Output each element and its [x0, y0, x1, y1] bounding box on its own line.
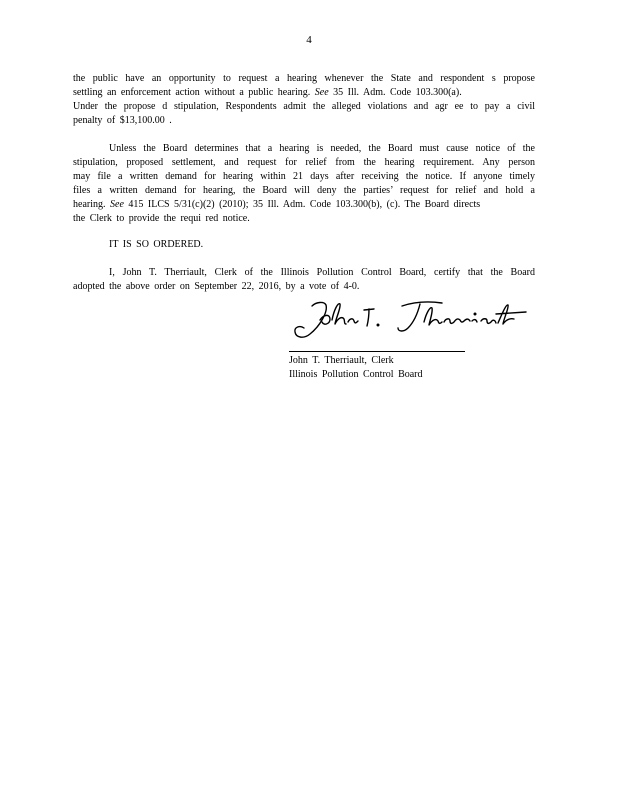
paragraph-line: the public have an opportunity to request a hearing whenever the State and respondent s propose [73, 73, 535, 84]
paragraph-line: stipulation, proposed settlement, and request for relief from the hearing requirement. Any person [73, 157, 535, 168]
paragraph-line: I, John T. Therriault, Clerk of the Illinois Pollution Control Board, certify that the Board [109, 267, 535, 278]
citation: 415 ILCS 5/31(c)(2) (2010); 35 Ill. Adm. Code 103.300(b), (c). The Board directs [128, 199, 481, 210]
citation: 35 Ill. Adm. Code 103.300(a). [333, 87, 462, 98]
signer-name-title: John T. Therriault, Clerk [289, 355, 394, 366]
order-statement: IT IS SO ORDERED. [109, 239, 204, 250]
signature-line [289, 351, 465, 352]
paragraph-line-text: hearing. [73, 199, 106, 210]
paragraph-line: files a written demand for hearing, the Board will deny the parties’ request for relief and hold a [73, 185, 535, 196]
paragraph-line: the Clerk to provide the requi red notice. [73, 213, 250, 224]
paragraph-line [73, 198, 535, 212]
see-signal: See [110, 199, 124, 210]
paragraph-line: Unless the Board determines that a hearing is needed, the Board must cause notice of the [109, 143, 535, 154]
handwritten-signature [290, 292, 530, 344]
certification-paragraph [73, 266, 535, 294]
paragraph-line-text: settling an enforcement action without a public hearing. [73, 87, 311, 98]
signature-block [289, 354, 423, 382]
paragraph-line: may file a written demand for hearing within 21 days after receiving the notice. If anyone timely [73, 171, 535, 182]
paragraph-line [73, 86, 535, 100]
paragraph-hearing-opportunity [73, 72, 535, 128]
paragraph-notice-requirements [73, 142, 535, 226]
paragraph-line: adopted the above order on September 22, 2016, by a vote of 4-0. [73, 281, 360, 292]
see-signal: See [314, 87, 329, 98]
signer-organization: Illinois Pollution Control Board [289, 369, 423, 380]
page-number: 4 [306, 34, 312, 46]
paragraph-line: Under the propose d stipulation, Respondents admit the alleged violations and agr ee to pay a civil [73, 101, 535, 112]
paragraph-line: penalty of $13,100.00 . [73, 115, 172, 126]
